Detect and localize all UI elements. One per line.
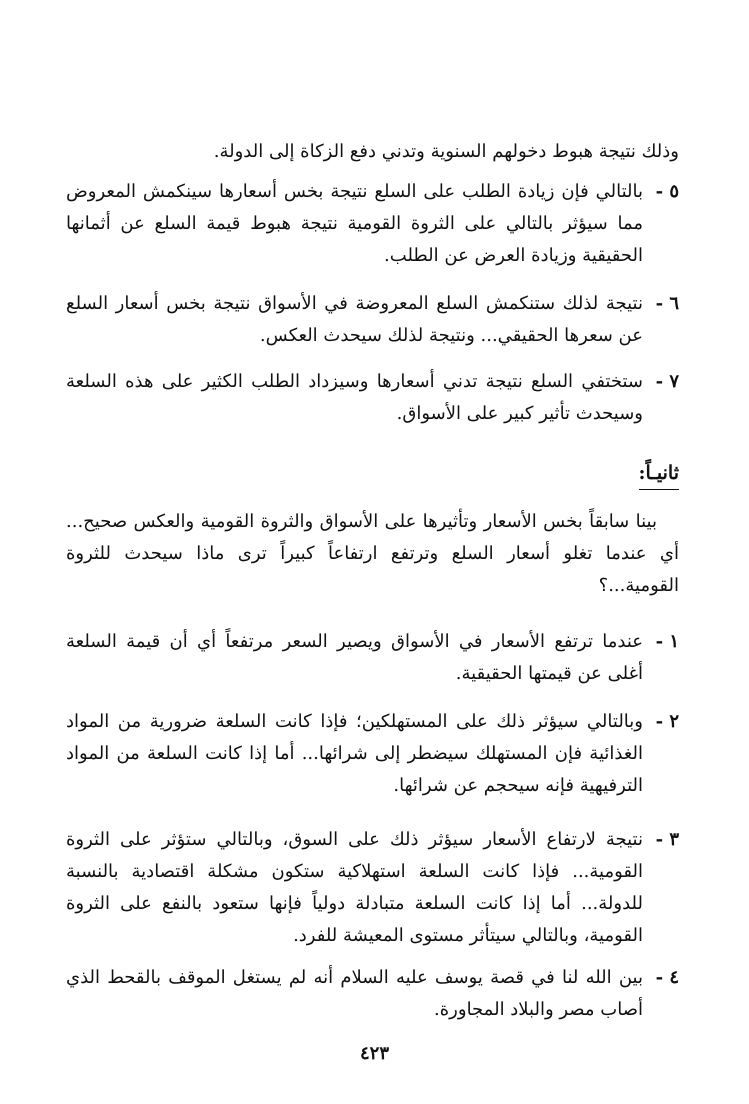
intro-paragraph: بينا سابقاً بخس الأسعار وتأثيرها على الأسواق والثروة القومية والعكس صحيح... أي عندما تغلو أسعار السلع وترتفع ارتفاعاً كبيراً ترى ماذا سيحدث للثروة القومية...؟: [66, 511, 679, 596]
list-item-1: [66, 626, 679, 690]
item-text: بالتالي فإن زيادة الطلب على السلع نتيجة بخس أسعارها سينكمش المعروض مما سيؤثر بالتالي على الثروة القومية نتيجة هبوط قيمة السلع عن أثمانها الحقيقية وزيادة العرض عن الطلب.: [66, 181, 643, 266]
item-text: عندما ترتفع الأسعار في الأسواق ويصير السعر مرتفعاً أي أن قيمة السلعة أغلى عن قيمتها الحقيقية.: [66, 631, 643, 684]
list-item-7: [66, 366, 679, 430]
item-text: ستختفي السلع نتيجة تدني أسعارها وسيزداد الطلب الكثير على هذه السلعة وسيحدث تأثير كبير على الأسواق.: [66, 371, 643, 424]
item-number: ٦ -: [655, 293, 679, 314]
item-text: وبالتالي سيؤثر ذلك على المستهلكين؛ فإذا كانت السلعة ضرورية من المواد الغذائية فإن المستهلك سيضطر إلى شرائها... أما إذا كانت السلعة من المواد الترفيهية فإنه سيحجم عن شرائها.: [66, 711, 643, 796]
list-item-4: [66, 962, 679, 1026]
item-number: ٢ -: [655, 711, 679, 732]
item-number: ٥ -: [655, 181, 679, 202]
item-number: ١ -: [655, 631, 679, 652]
list-item-3: [66, 824, 679, 952]
list-item-5: [66, 176, 679, 272]
list-item-6: [66, 288, 679, 352]
item-text: نتيجة لذلك ستنكمش السلع المعروضة في الأسواق نتيجة بخس أسعار السلع عن سعرها الحقيقي... ونتيجة لذلك سيحدث العكس.: [66, 293, 643, 346]
item-text: نتيجة لارتفاع الأسعار سيؤثر ذلك على السوق، وبالتالي ستؤثر على الثروة القومية... فإذا كانت السلعة استهلاكية ستكون مشكلة اقتصادية بالنسبة للدولة... أما إذا كانت السلعة متبادلة دولياً فإنها ستعود بالنفع على الثروة القومية، وبالتالي سيتأثر مستوى المعيشة للفرد.: [66, 829, 643, 946]
list-item-2: [66, 706, 679, 802]
continuation-paragraph: [66, 136, 679, 168]
section-heading: ثانيـاً:: [639, 458, 679, 490]
continuation-text: وذلك نتيجة هبوط دخولهم السنوية وتدني دفع الزكاة إلى الدولة.: [213, 141, 679, 162]
item-number: ٧ -: [655, 371, 679, 392]
item-number: ٣ -: [655, 829, 679, 850]
item-number: ٤ -: [655, 967, 679, 988]
page-number: ٤٢٣: [359, 1043, 389, 1064]
item-text: بين الله لنا في قصة يوسف عليه السلام أنه لم يستغل الموقف بالقحط الذي أصاب مصر والبلاد المجاورة.: [66, 967, 643, 1020]
